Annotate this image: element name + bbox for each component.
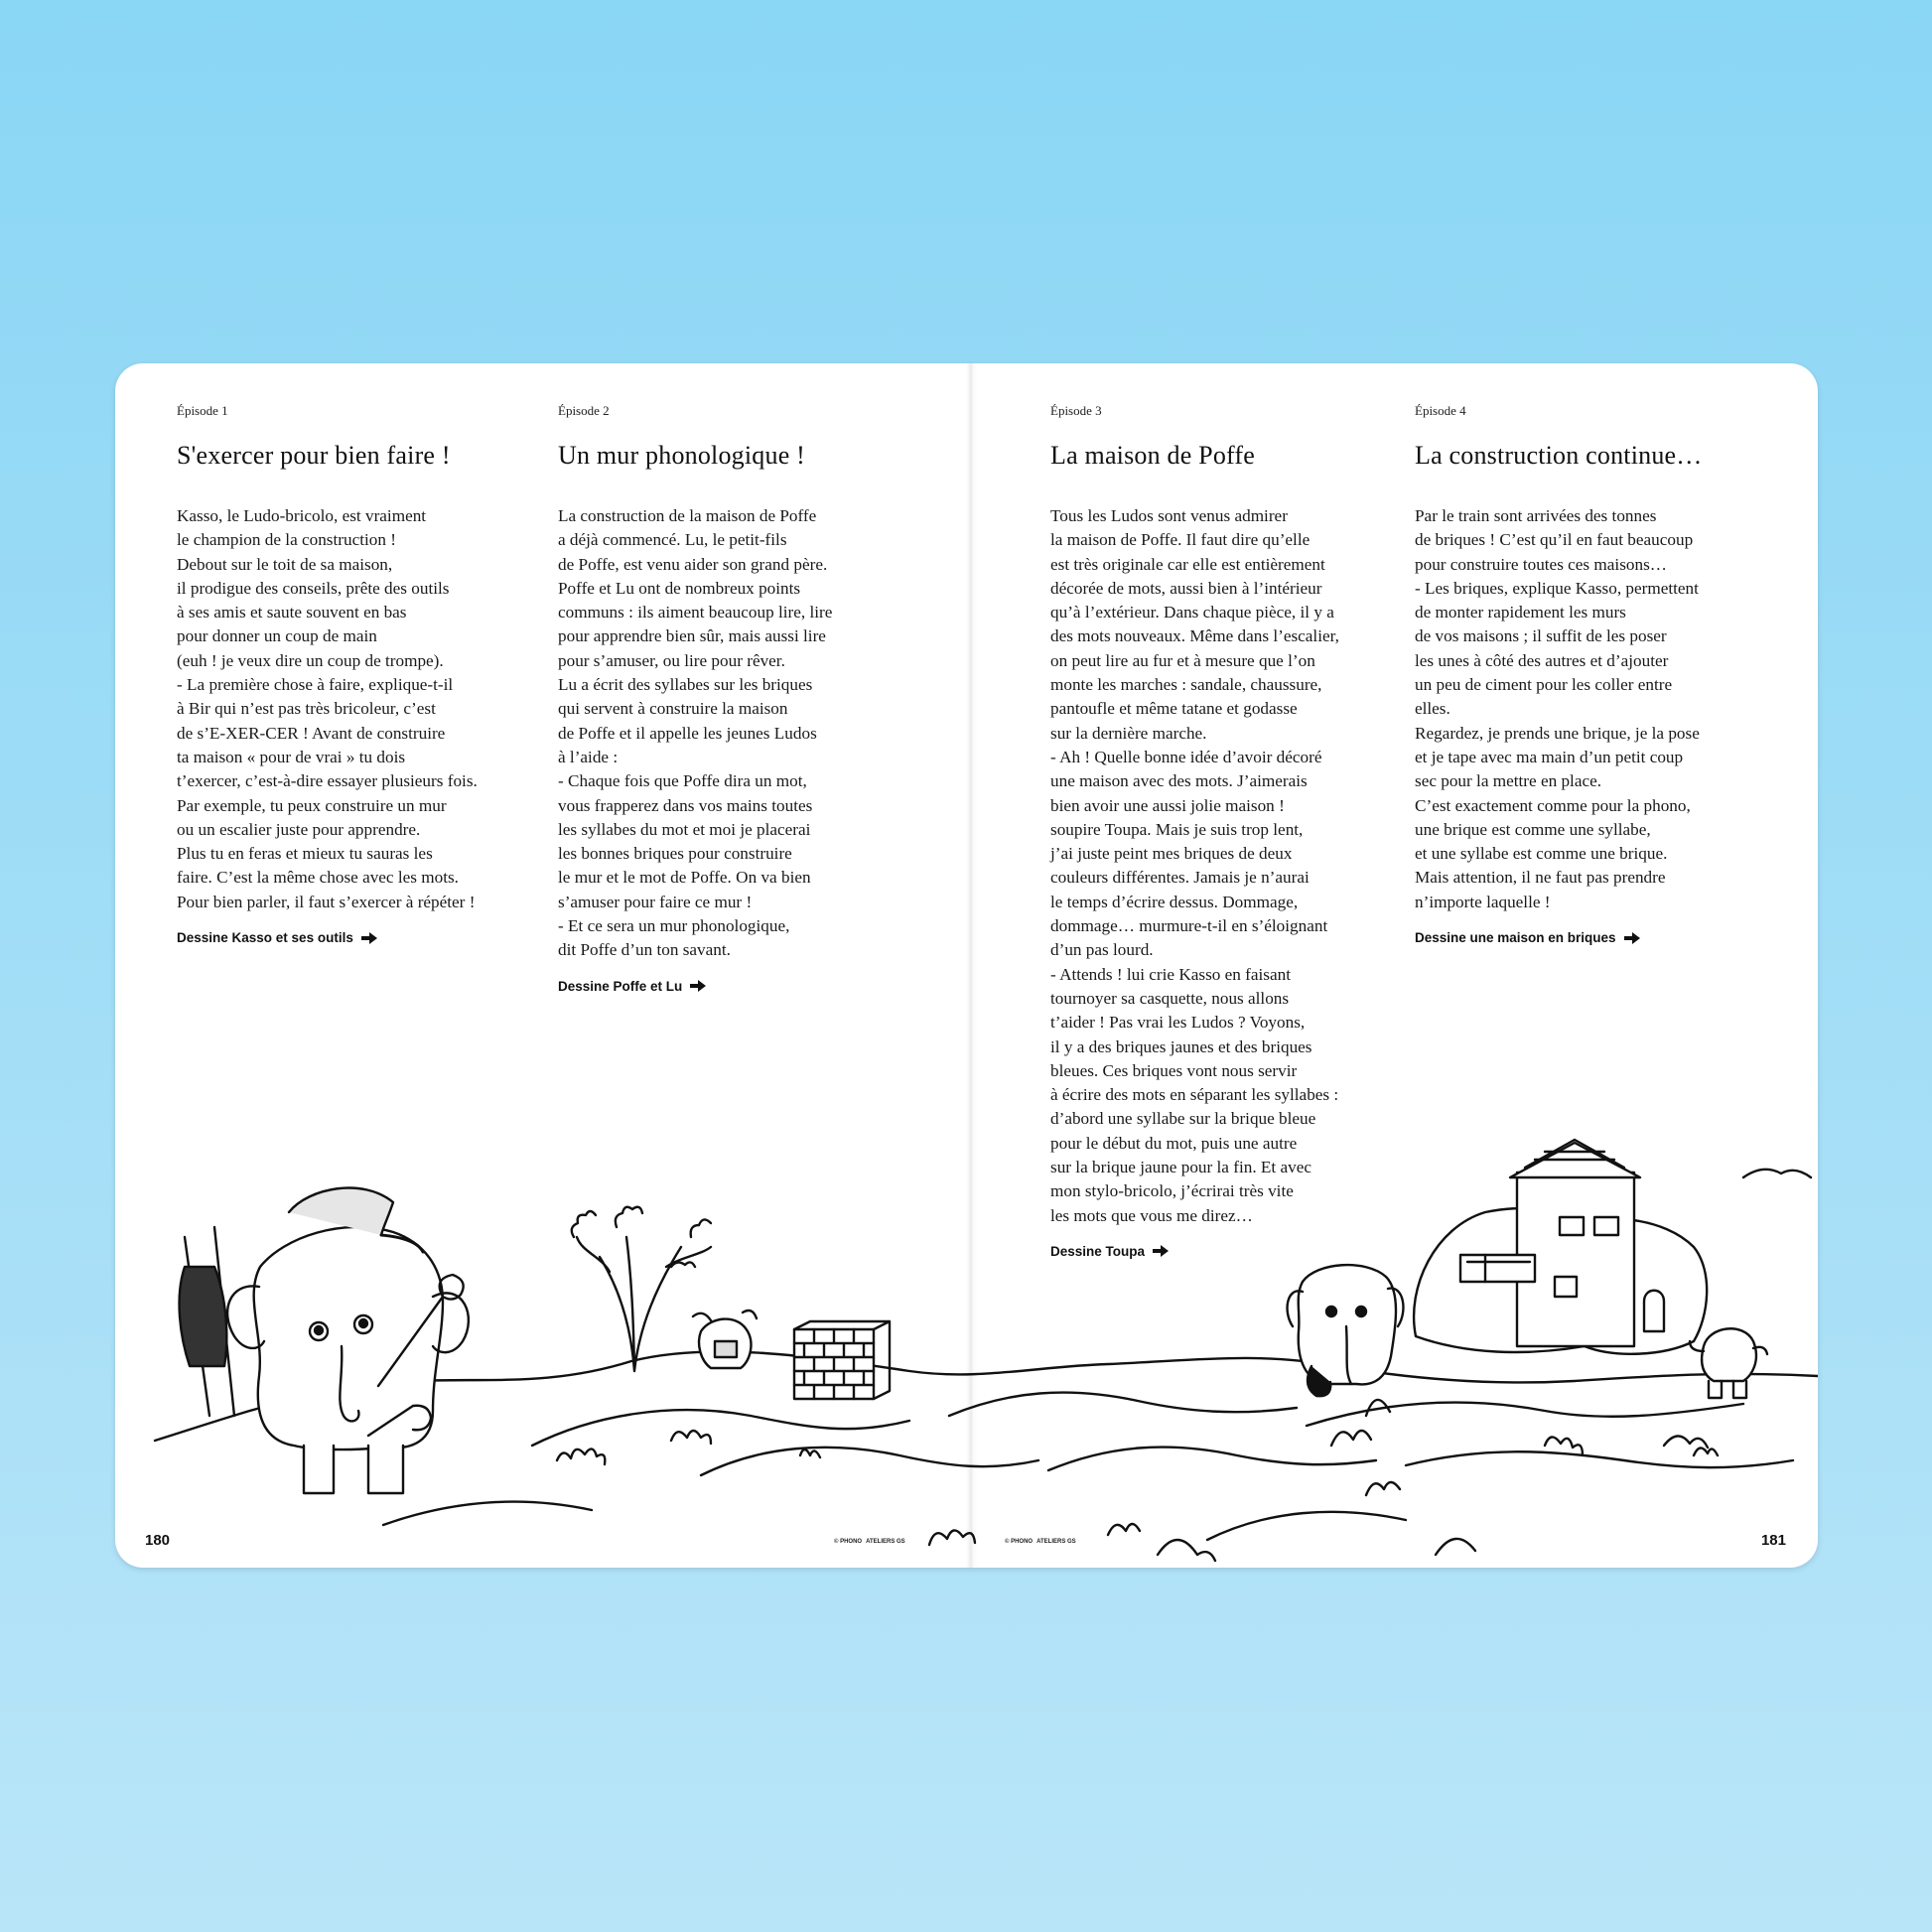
footer-brand-suffix: ATELIERS GS [1036,1539,1076,1545]
episode-label: Épisode 4 [1415,403,1466,418]
body-line: Debout sur le toit de sa maison, [177,554,393,574]
body-line: Par le train sont arrivées des tonnes [1415,506,1657,525]
footer-copyright-left [834,1539,905,1545]
body-line: t’exercer, c’est-à-dire essayer plusieurs fois. [177,771,478,791]
body-line: - Attends ! lui crie Kasso en faisant [1050,964,1291,984]
body-line: il prodigue des conseils, prête des outils [177,578,450,598]
body-line: de vos maisons ; il suffit de les poser [1415,626,1667,646]
draw-prompt [1415,930,1772,945]
footer-copyright-right [1005,1539,1076,1545]
body-line: La construction de la maison de Poffe [558,506,817,525]
body-line: - Les briques, explique Kasso, permettent [1415,578,1699,598]
body-line: - La première chose à faire, explique-t-il [177,675,454,695]
body-line: pour donner un coup de main [177,626,377,646]
body-line: le mur et le mot de Poffe. On va bien [558,868,811,888]
body-line: d’un pas lourd. [1050,940,1154,960]
footer-brand: © PHONO [1005,1539,1034,1545]
body-line: et je tape avec ma main d’un petit coup [1415,747,1684,766]
body-line: de monter rapidement les murs [1415,603,1626,622]
page-number-right: 181 [1760,1532,1786,1549]
body-line: (euh ! je veux dire un coup de trompe). [177,650,444,670]
episode-title: La maison de Poffe [1050,441,1256,470]
body-line: les unes à côté des autres et d’ajouter [1415,650,1669,670]
body-line: de Poffe et il appelle les jeunes Ludos [558,723,817,743]
body-line: Poffe et Lu ont de nombreux points [558,578,801,598]
body-line: un peu de ciment pour les coller entre [1415,675,1673,695]
episode-4 [1415,403,1772,945]
body-line: une brique est comme une syllabe, [1415,819,1651,839]
body-line: d’abord une syllabe sur la brique bleue [1050,1109,1316,1129]
body-line: pour le début du mot, puis une autre [1050,1133,1298,1153]
body-line: sur la dernière marche. [1050,723,1207,743]
episode-body [1415,504,1772,914]
body-line: elles. [1415,699,1450,719]
draw-prompt-label: Dessine une maison en briques [1415,930,1616,946]
draw-prompt-label: Dessine Poffe et Lu [558,978,683,994]
body-line: j’ai juste peint mes briques de deux [1050,844,1293,864]
body-line: pantoufle et même tatane et godasse [1050,699,1298,719]
body-line: a déjà commencé. Lu, le petit-fils [558,530,787,550]
body-line: s’amuser pour faire ce mur ! [558,892,753,911]
draw-prompt [558,979,915,994]
body-line: - Ah ! Quelle bonne idée d’avoir décoré [1050,747,1322,766]
body-line: Mais attention, il ne faut pas prendre [1415,868,1666,888]
episode-1 [177,403,534,945]
body-line: n’importe laquelle ! [1415,892,1551,911]
body-line: qu’à l’extérieur. Dans chaque pièce, il y a [1050,603,1334,622]
episode-label: Épisode 3 [1050,403,1102,418]
draw-prompt [177,930,534,945]
body-line: Regardez, je prends une brique, je la pose [1415,723,1700,743]
episode-body [177,504,534,914]
body-line: les bonnes briques pour construire [558,844,792,864]
episode-title: Un mur phonologique ! [558,441,806,470]
body-line: bien avoir une aussi jolie maison ! [1050,795,1285,815]
body-line: mon stylo-bricolo, j’écrirai très vite [1050,1181,1294,1201]
body-line: le champion de la construction ! [177,530,396,550]
body-line: Pour bien parler, il faut s’exercer à répéter ! [177,892,476,911]
body-line: Kasso, le Ludo-bricolo, est vraiment [177,506,427,525]
episode-label: Épisode 2 [558,403,610,418]
body-line: les mots que vous me direz… [1050,1205,1253,1225]
body-line: sec pour la mettre en place. [1415,771,1602,791]
episode-body [558,504,915,963]
body-line: et une syllabe est comme une brique. [1415,844,1668,864]
body-line: t’aider ! Pas vrai les Ludos ? Voyons, [1050,1013,1306,1033]
body-line: décorée de mots, aussi bien à l’intérieur [1050,578,1322,598]
body-line: - Et ce sera un mur phonologique, [558,916,790,936]
episode-title: La construction continue… [1415,441,1703,470]
body-line: dommage… murmure-t-il en s’éloignant [1050,916,1328,936]
body-line: Par exemple, tu peux construire un mur [177,795,447,815]
body-line: la maison de Poffe. Il faut dire qu’elle [1050,530,1311,550]
body-line: à Bir qui n’est pas très bricoleur, c’est [177,699,436,719]
body-line: tournoyer sa casquette, nous allons [1050,988,1290,1008]
body-line: de briques ! C’est qu’il en faut beaucoup [1415,530,1694,550]
arrow-right-icon [361,932,377,944]
body-line: couleurs différentes. Jamais je n’aurai [1050,868,1310,888]
body-line: Lu a écrit des syllabes sur les briques [558,675,813,695]
body-line: de s’E-XER-CER ! Avant de construire [177,723,446,743]
body-line: sur la brique jaune pour la fin. Et avec [1050,1158,1311,1177]
episode-label: Épisode 1 [177,403,228,418]
body-line: de Poffe, est venu aider son grand père. [558,554,828,574]
body-line: qui servent à construire la maison [558,699,788,719]
body-line: est très originale car elle est entièrement [1050,554,1325,574]
body-line: des mots nouveaux. Même dans l’escalier, [1050,626,1339,646]
body-line: Tous les Ludos sont venus admirer [1050,506,1288,525]
body-line: dit Poffe d’un ton savant. [558,940,731,960]
body-line: les syllabes du mot et moi je placerai [558,819,811,839]
body-line: il y a des briques jaunes et des briques [1050,1036,1312,1056]
episode-title: S'exercer pour bien faire ! [177,441,451,470]
body-line: une maison avec des mots. J’aimerais [1050,771,1308,791]
body-line: Plus tu en feras et mieux tu sauras les [177,844,433,864]
arrow-right-icon [690,980,706,992]
body-line: vous frapperez dans vos mains toutes [558,795,813,815]
body-line: soupire Toupa. Mais je suis trop lent, [1050,819,1304,839]
body-line: le temps d’écrire dessus. Dommage, [1050,892,1299,911]
body-line: on peut lire au fur et à mesure que l’on [1050,650,1315,670]
body-line: pour apprendre bien sûr, mais aussi lire [558,626,826,646]
draw-prompt-label: Dessine Toupa [1050,1243,1146,1259]
landscape-illustration [115,1118,1818,1568]
body-line: C’est exactement comme pour la phono, [1415,795,1691,815]
body-line: à l’aide : [558,747,619,766]
body-line: pour construire toutes ces maisons… [1415,554,1667,574]
page-number-left: 180 [145,1532,171,1549]
body-line: ou un escalier juste pour apprendre. [177,819,421,839]
body-line: communs : ils aiment beaucoup lire, lire [558,603,833,622]
body-line: bleues. Ces briques vont nous servir [1050,1060,1298,1080]
arrow-right-icon [1624,932,1640,944]
body-line: à écrire des mots en séparant les syllabes : [1050,1085,1339,1105]
footer-brand: © PHONO [834,1539,863,1545]
draw-prompt-label: Dessine Kasso et ses outils [177,930,353,946]
body-line: - Chaque fois que Poffe dira un mot, [558,771,807,791]
body-line: à ses amis et saute souvent en bas [177,603,407,622]
body-line: ta maison « pour de vrai » tu dois [177,747,406,766]
footer-brand-suffix: ATELIERS GS [866,1539,905,1545]
episode-2 [558,403,915,994]
body-line: pour s’amuser, ou lire pour rêver. [558,650,785,670]
body-line: faire. C’est la même chose avec les mots. [177,868,459,888]
book-spread [115,363,1818,1568]
body-line: monte les marches : sandale, chaussure, [1050,675,1322,695]
